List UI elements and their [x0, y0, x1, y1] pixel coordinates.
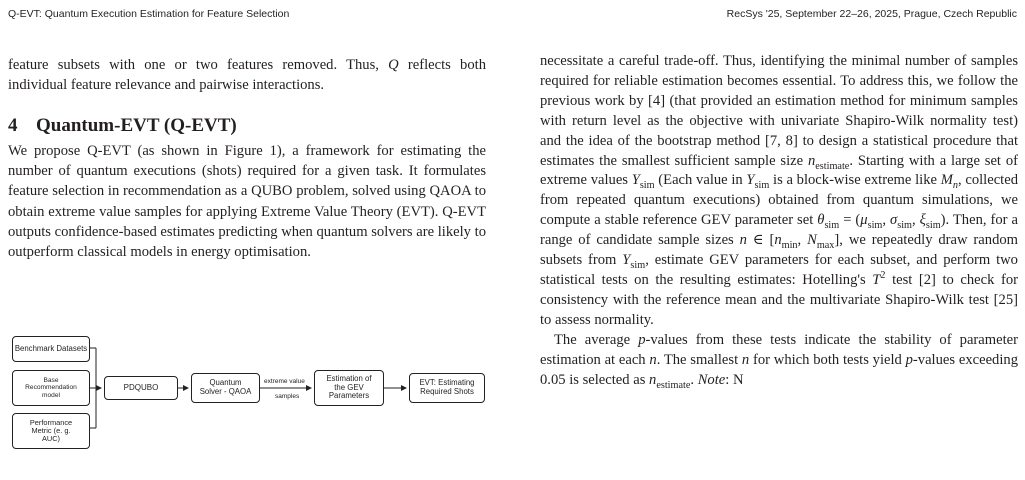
framework-diagram — [8, 333, 488, 463]
section-heading: 4 Quantum-EVT (Q-EVT) — [8, 114, 237, 136]
pvalue-paragraph: The average p-values from these tests indicate the stability of parameter estimation at each n. The smallest n for which both tests yield p-values exceeding 0.05 is selected as $n_{estimate}$. Note: N — [540, 331, 1018, 391]
pdqubo-box: PDQUBO — [104, 376, 178, 400]
gev-estimation-box: Estimation of the GEV Parameters — [314, 370, 384, 406]
left-column — [8, 55, 486, 263]
base-model-box: Base Recommendation model — [12, 370, 90, 406]
arrow-label-extreme-value: extreme value — [264, 378, 305, 385]
benchmark-datasets-box: Benchmark Datasets — [12, 336, 90, 362]
running-header-title: Q-EVT: Quantum Execution Estimation for Feature Selection — [8, 8, 290, 20]
intro-paragraph: feature subsets with one or two features removed. Thus, Q reflects both individual feature relevance and pairwise interactions. — [8, 57, 487, 94]
evt-estimating-box: EVT: Estimating Required Shots — [409, 373, 485, 403]
running-header-venue: RecSys '25, September 22–26, 2025, Prague, Czech Republic — [726, 8, 1017, 20]
performance-metric-box: Performance Metric (e. g. AUC) — [12, 413, 90, 449]
right-column — [540, 52, 1018, 390]
quantum-solver-box: Quantum Solver - QAOA — [191, 373, 260, 403]
method-paragraph: necessitate a careful trade-off. Thus, identifying the minimal number of samples required for reliable estimation becomes essential. To address this, we follow the previous work by [4] (that provided an estimation method for minimum samples with return level as the objective with univariate Shapiro-Wilk normality test) and the idea of the bootstrap method [7, 8] to design a statistical procedure that estimates the smallest sufficient sample size $n_{estimate}$. Starting with a large set of extreme values $Y_{sim}$ (Each value in $Y_{sim}$ is a block-wise extreme like $M_n$, collected from repeated quantum executions) obtained from quantum simulations, we compute a stable reference GEV parameter set $\theta_{sim} = (\mu_{sim}$, $\sigma_{sim}$, $\xi_{sim}$). Then, for a range of candidate sample sizes n ∈ [$n_{min}$, $N_{max}$], we repeatedly draw random subsets from $Y_{sim}$, estimate GEV parameters for each subset, and perform two statistical tests on the resulting estimates: Hotelling's $T^2$ test [2] to check for consistency with the reference mean and the multivariate Shapiro-Wilk test [25] to assess normality. — [540, 53, 1019, 328]
section-paragraph: We propose Q-EVT (as shown in Figure 1), a framework for estimating the number of quantum executions (shots) required for a given task. It formulates feature selection in recommendation as a QUBO problem, solved using QAOA to obtain extreme value samples for applying Extreme Value Theory (EVT). Q-EVT outputs confidence-based estimates predicting when quantum solvers are likely to outperform classical models in energy optimisation. — [8, 142, 486, 261]
arrow-label-samples: samples — [275, 393, 300, 400]
